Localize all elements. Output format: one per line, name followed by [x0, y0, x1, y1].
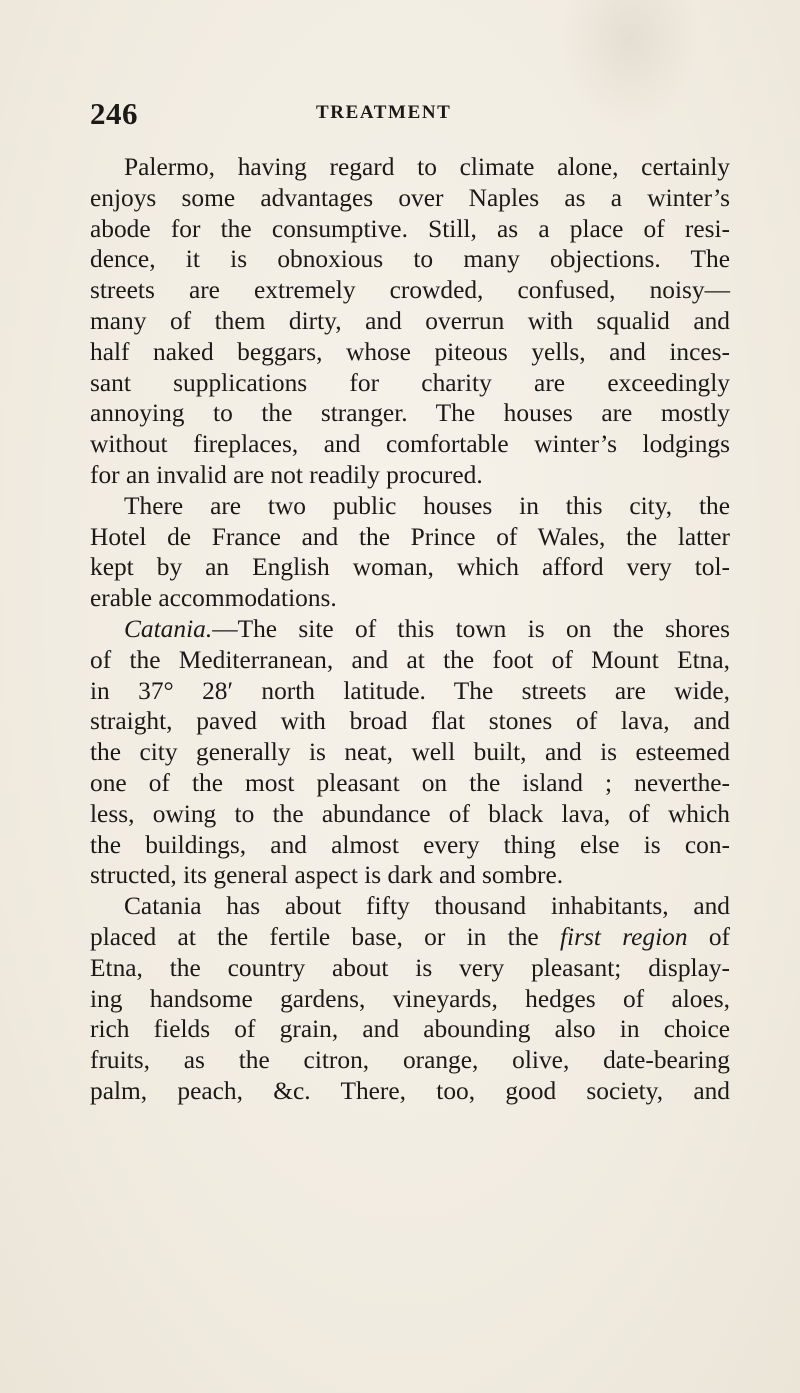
text-line [90, 922, 730, 953]
text-run: streets are extremely crowded, confused, noisy— [90, 276, 730, 305]
text-run: the city generally is neat, well built, and is esteemed [90, 738, 730, 767]
text-line [90, 860, 730, 891]
text-line [90, 830, 730, 861]
text-line [90, 398, 730, 429]
text-run: the buildings, and almost every thing else is con- [90, 830, 730, 859]
text-run: Hotel de France and the Prince of Wales, the latter [90, 522, 730, 551]
text-run: of [687, 922, 731, 951]
text-run: sant supplications for charity are exceedingly [90, 368, 730, 397]
page-number: 246 [90, 96, 138, 131]
text-line [90, 891, 730, 922]
text-line [90, 214, 730, 245]
text-run: dence, it is obnoxious to many objections. The [90, 245, 730, 274]
text-line [90, 337, 730, 368]
text-line [90, 1014, 730, 1045]
text-line [90, 491, 730, 522]
text-line [90, 799, 730, 830]
text-run: abode for the consumptive. Still, as a place of resi- [90, 214, 730, 243]
text-line [90, 368, 730, 399]
text-line [90, 1076, 730, 1107]
text-line [90, 706, 730, 737]
text-line [90, 984, 730, 1015]
text-line [90, 676, 730, 707]
text-run: one of the most pleasant on the island ; neverthe- [90, 768, 730, 797]
text-line [90, 244, 730, 275]
text-line [90, 522, 730, 553]
text-run: fruits, as the citron, orange, olive, date-bearing [90, 1046, 730, 1075]
text-line [90, 429, 730, 460]
text-line [90, 645, 730, 676]
text-run: many of them dirty, and overrun with squalid and [90, 306, 730, 335]
text-run: structed, its general aspect is dark and sombre. [90, 861, 564, 890]
text-run: Etna, the country about is very pleasant; display- [90, 953, 730, 982]
italic-text-run: first region [559, 922, 688, 951]
text-line [90, 275, 730, 306]
text-run: ing handsome gardens, vineyards, hedges of aloes, [90, 984, 730, 1013]
text-line [90, 183, 730, 214]
text-run: placed at the fertile base, or in the [90, 922, 560, 951]
text-line [90, 552, 730, 583]
text-run: for an invalid are not readily procured. [90, 460, 483, 489]
body-text [90, 152, 730, 1107]
text-line [90, 583, 730, 614]
text-line [90, 152, 730, 183]
text-run: kept by an English woman, which afford very tol- [90, 553, 730, 582]
text-run: —The site of this town is on the shores [212, 614, 730, 643]
text-run: palm, peach, &c. There, too, good society, and [90, 1076, 730, 1105]
text-run: erable accommodations. [90, 584, 337, 613]
text-line [90, 737, 730, 768]
running-title: TREATMENT [316, 102, 452, 123]
text-line [90, 460, 730, 491]
text-run: in 37° 28′ north latitude. The streets are wide, [90, 676, 730, 705]
text-run: annoying to the stranger. The houses are mostly [90, 399, 730, 428]
text-run: without fireplaces, and comfortable winter’s lodgings [90, 430, 730, 459]
text-run: straight, paved with broad flat stones of lava, and [90, 707, 730, 736]
text-line [90, 306, 730, 337]
text-run: less, owing to the abundance of black lava, of which [90, 799, 730, 828]
text-line [90, 614, 730, 645]
text-run: rich fields of grain, and abounding also in choice [90, 1015, 730, 1044]
italic-text-run: Catania. [124, 614, 213, 643]
text-run: There are two public houses in this city, the [124, 491, 730, 520]
text-run: Catania has about fifty thousand inhabitants, and [124, 892, 730, 921]
text-line [90, 953, 730, 984]
running-head [0, 96, 800, 136]
text-run: half naked beggars, whose piteous yells, and inces- [90, 337, 730, 366]
text-line [90, 1045, 730, 1076]
text-run: Palermo, having regard to climate alone, certainly [124, 153, 730, 181]
text-run: enjoys some advantages over Naples as a winter’s [90, 183, 730, 212]
text-line [90, 768, 730, 799]
text-run: of the Mediterranean, and at the foot of Mount Etna, [90, 645, 730, 674]
